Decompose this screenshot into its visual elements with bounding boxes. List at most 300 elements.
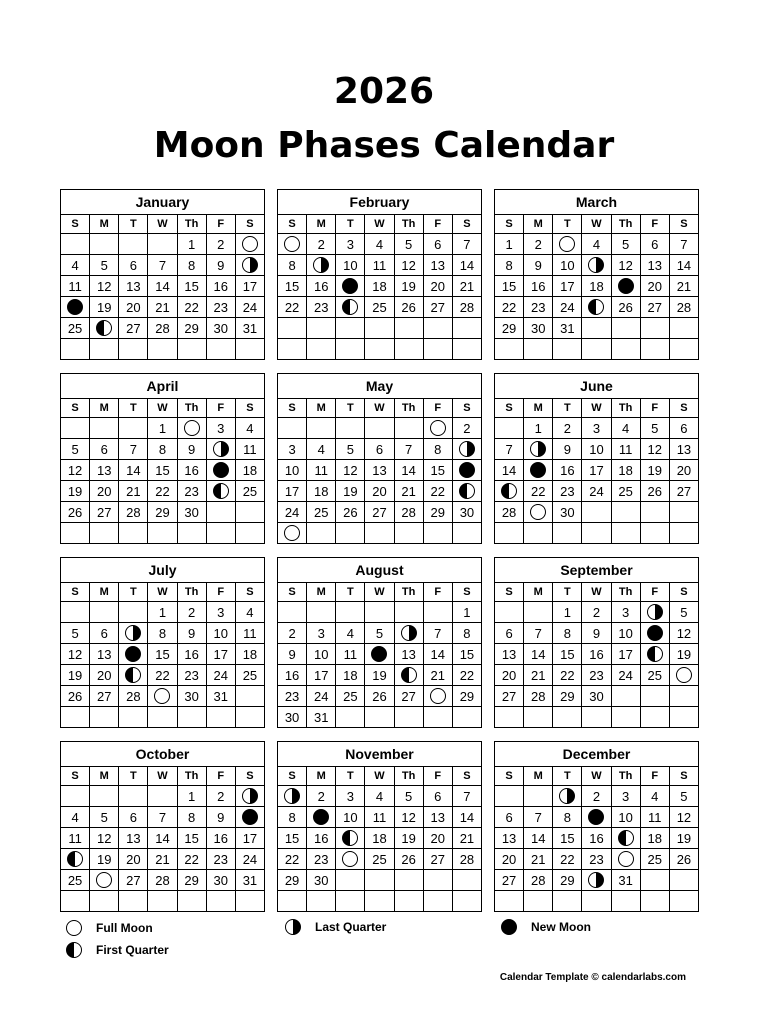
day-number: 3 (288, 441, 296, 457)
empty-cell (582, 891, 611, 912)
month-table (60, 741, 265, 912)
day-cell-phase (553, 234, 582, 255)
weekday-header: S (495, 399, 524, 418)
first-quarter-icon (125, 667, 141, 683)
day-number: 2 (592, 604, 601, 620)
month-name: October (61, 742, 265, 767)
weekday-header: F (423, 399, 452, 418)
day-number: 6 (651, 236, 659, 252)
day-number: 23 (313, 299, 329, 315)
empty-cell (423, 602, 452, 623)
weekday-header: T (119, 215, 148, 234)
empty-cell (307, 891, 336, 912)
empty-cell (669, 870, 698, 891)
day-cell-phase (119, 665, 148, 686)
day-number: 21 (530, 851, 546, 867)
day-cell (61, 439, 90, 460)
weekday-header: W (365, 583, 394, 602)
day-number: 23 (284, 688, 300, 704)
day-cell (119, 686, 148, 707)
weekday-header: S (61, 767, 90, 786)
first-quarter-icon (618, 830, 634, 846)
day-cell (611, 623, 640, 644)
day-cell (61, 460, 90, 481)
empty-cell (669, 318, 698, 339)
week-row (278, 523, 482, 544)
day-number: 30 (184, 504, 199, 520)
day-cell (553, 418, 582, 439)
day-number: 15 (155, 646, 170, 662)
day-cell (365, 439, 394, 460)
day-number: 22 (284, 299, 300, 315)
day-cell-phase (61, 297, 90, 318)
day-cell (640, 460, 669, 481)
empty-cell (582, 523, 611, 544)
day-number: 13 (96, 646, 112, 662)
day-cell (90, 460, 119, 481)
day-cell (119, 828, 148, 849)
weekday-header: Th (177, 399, 206, 418)
day-cell (90, 623, 119, 644)
day-cell (90, 439, 119, 460)
weekday-header: M (524, 215, 553, 234)
day-cell (669, 481, 698, 502)
day-number: 18 (242, 646, 258, 662)
day-cell (423, 234, 452, 255)
day-cell (278, 255, 307, 276)
empty-cell (90, 602, 119, 623)
new-moon-icon (501, 919, 517, 935)
week-row (61, 707, 265, 728)
day-cell (307, 686, 336, 707)
day-cell (553, 502, 582, 523)
day-number: 31 (242, 872, 258, 888)
legend-label: New Moon (531, 920, 591, 934)
day-cell (148, 460, 177, 481)
weekday-header: W (365, 215, 394, 234)
empty-cell (336, 318, 365, 339)
day-number: 20 (647, 278, 662, 294)
day-cell (669, 828, 698, 849)
day-number: 9 (534, 257, 542, 273)
day-cell (423, 786, 452, 807)
week-row (495, 807, 699, 828)
month-table (277, 557, 482, 728)
empty-cell (452, 523, 481, 544)
day-cell (177, 602, 206, 623)
day-number: 11 (618, 441, 633, 457)
full-moon-icon (559, 236, 575, 252)
day-cell (553, 318, 582, 339)
day-number: 18 (343, 667, 358, 683)
day-number: 17 (213, 646, 228, 662)
day-number: 1 (463, 604, 471, 620)
day-number: 5 (375, 625, 384, 641)
weekday-header: F (206, 583, 235, 602)
week-row (495, 418, 699, 439)
new-moon-icon (647, 625, 663, 641)
day-cell-phase (336, 297, 365, 318)
full-moon-icon (66, 920, 82, 936)
day-cell (495, 234, 524, 255)
empty-cell (365, 523, 394, 544)
day-cell (423, 439, 452, 460)
last-quarter-icon (213, 441, 229, 457)
day-number: 24 (284, 504, 300, 520)
empty-cell (148, 707, 177, 728)
day-number: 25 (242, 667, 258, 683)
day-cell (423, 807, 452, 828)
empty-cell (365, 602, 394, 623)
weekday-header: W (365, 399, 394, 418)
day-cell (423, 644, 452, 665)
empty-cell (61, 786, 90, 807)
day-number: 18 (618, 462, 633, 478)
day-cell (206, 297, 235, 318)
day-cell (61, 807, 90, 828)
empty-cell (119, 707, 148, 728)
day-cell-phase (669, 665, 698, 686)
day-cell (235, 623, 264, 644)
day-number: 31 (618, 872, 633, 888)
day-number: 19 (372, 667, 387, 683)
weekday-header: T (336, 215, 365, 234)
weekday-header: F (423, 215, 452, 234)
day-number: 2 (317, 788, 325, 804)
month-february (277, 189, 482, 360)
day-cell-phase (582, 255, 611, 276)
month-january (60, 189, 265, 360)
weekday-header: M (524, 399, 553, 418)
weekday-header: S (278, 399, 307, 418)
day-cell (278, 849, 307, 870)
day-cell (582, 623, 611, 644)
day-number: 25 (647, 667, 662, 683)
day-cell (394, 439, 423, 460)
empty-cell (423, 891, 452, 912)
day-number: 29 (501, 320, 517, 336)
day-number: 6 (434, 788, 442, 804)
month-table (277, 189, 482, 360)
new-moon-icon (530, 462, 546, 478)
empty-cell (553, 891, 582, 912)
day-cell (582, 234, 611, 255)
new-moon-icon (588, 809, 604, 825)
empty-cell (307, 339, 336, 360)
day-number: 23 (213, 299, 228, 315)
day-cell (90, 828, 119, 849)
day-cell (119, 849, 148, 870)
legend-first-quarter (66, 942, 169, 958)
day-cell (452, 807, 481, 828)
day-cell (336, 644, 365, 665)
empty-cell (278, 418, 307, 439)
day-cell (206, 849, 235, 870)
day-cell (524, 623, 553, 644)
day-number: 11 (648, 809, 662, 825)
empty-cell (336, 523, 365, 544)
first-quarter-icon (213, 483, 229, 499)
day-number: 6 (680, 420, 688, 436)
day-cell (365, 255, 394, 276)
day-number: 8 (463, 625, 471, 641)
week-row (495, 460, 699, 481)
empty-cell (669, 502, 698, 523)
day-cell (495, 665, 524, 686)
empty-cell (278, 339, 307, 360)
day-number: 28 (676, 299, 692, 315)
day-cell (394, 786, 423, 807)
day-number: 5 (651, 420, 659, 436)
day-number: 5 (405, 236, 413, 252)
day-number: 15 (459, 646, 475, 662)
day-cell-phase (452, 439, 481, 460)
weekday-header: M (307, 215, 336, 234)
day-number: 26 (676, 851, 692, 867)
day-cell (148, 418, 177, 439)
last-quarter-icon (125, 625, 141, 641)
empty-cell (119, 602, 148, 623)
day-cell (235, 276, 264, 297)
empty-cell (365, 418, 394, 439)
week-row (495, 623, 699, 644)
weekday-header: Th (611, 399, 640, 418)
day-number: 23 (213, 851, 228, 867)
month-october (60, 741, 265, 912)
day-number: 27 (96, 688, 112, 704)
day-cell-phase (524, 460, 553, 481)
day-cell (394, 502, 423, 523)
empty-cell (394, 707, 423, 728)
day-number: 16 (560, 462, 575, 478)
day-cell (278, 686, 307, 707)
week-row (278, 870, 482, 891)
weekday-header: T (336, 583, 365, 602)
week-row (495, 481, 699, 502)
day-cell (148, 807, 177, 828)
legend-last-quarter (285, 919, 386, 935)
weekday-header: S (495, 767, 524, 786)
day-cell-phase (206, 439, 235, 460)
weekday-header: S (669, 583, 698, 602)
first-quarter-icon (459, 483, 475, 499)
day-cell (307, 665, 336, 686)
day-cell (553, 849, 582, 870)
empty-cell (423, 523, 452, 544)
day-cell (365, 502, 394, 523)
day-cell-phase (394, 623, 423, 644)
day-number: 13 (96, 462, 112, 478)
day-number: 27 (401, 688, 416, 704)
weekday-header: S (235, 767, 264, 786)
weekday-header: M (307, 583, 336, 602)
week-row (495, 255, 699, 276)
day-number: 4 (346, 625, 354, 641)
day-number: 18 (372, 830, 387, 846)
day-cell-phase (423, 418, 452, 439)
day-cell (394, 481, 423, 502)
day-number: 28 (530, 872, 546, 888)
empty-cell (90, 707, 119, 728)
day-cell (177, 644, 206, 665)
weekday-header: M (90, 215, 119, 234)
day-number: 21 (401, 483, 416, 499)
day-number: 21 (459, 830, 475, 846)
day-number: 10 (313, 646, 329, 662)
day-number: 23 (184, 483, 199, 499)
week-row (495, 297, 699, 318)
day-cell-phase (365, 644, 394, 665)
weekday-header: T (119, 583, 148, 602)
day-number: 14 (530, 646, 546, 662)
day-number: 12 (96, 278, 112, 294)
new-moon-icon (67, 299, 83, 315)
day-number: 22 (430, 483, 445, 499)
day-cell-phase (119, 623, 148, 644)
day-cell (669, 623, 698, 644)
day-number: 28 (155, 320, 170, 336)
day-number: 27 (501, 872, 517, 888)
week-row (495, 870, 699, 891)
empty-cell (61, 234, 90, 255)
day-cell-phase (177, 418, 206, 439)
day-cell-phase (423, 686, 452, 707)
week-row (278, 460, 482, 481)
day-cell (206, 418, 235, 439)
empty-cell (235, 339, 264, 360)
day-cell-phase (336, 828, 365, 849)
day-cell (582, 276, 611, 297)
day-cell (669, 602, 698, 623)
day-cell (582, 460, 611, 481)
empty-cell (206, 339, 235, 360)
day-number: 29 (184, 872, 199, 888)
day-number: 23 (313, 851, 329, 867)
day-cell (119, 318, 148, 339)
empty-cell (524, 786, 553, 807)
day-number: 2 (217, 788, 225, 804)
day-cell (206, 807, 235, 828)
weekday-header: Th (611, 583, 640, 602)
day-cell (524, 276, 553, 297)
day-number: 21 (155, 299, 170, 315)
day-number: 23 (184, 667, 199, 683)
day-cell (278, 439, 307, 460)
day-cell (394, 460, 423, 481)
empty-cell (611, 707, 640, 728)
day-number: 25 (313, 504, 329, 520)
last-quarter-icon (588, 872, 604, 888)
day-number: 19 (96, 851, 112, 867)
month-name: April (61, 374, 265, 399)
day-number: 10 (343, 257, 358, 273)
new-moon-icon (213, 462, 229, 478)
day-number: 10 (560, 257, 575, 273)
week-row (278, 686, 482, 707)
empty-cell (119, 891, 148, 912)
day-cell (61, 665, 90, 686)
day-cell (61, 828, 90, 849)
week-row (278, 234, 482, 255)
page-title-year: 2026 (333, 71, 435, 112)
day-number: 20 (96, 483, 112, 499)
empty-cell (524, 339, 553, 360)
weekday-header: W (148, 767, 177, 786)
day-cell (235, 870, 264, 891)
week-row (495, 665, 699, 686)
day-cell (452, 644, 481, 665)
empty-cell (307, 602, 336, 623)
day-number: 22 (530, 483, 546, 499)
weekday-header: S (235, 399, 264, 418)
month-table (494, 373, 699, 544)
day-number: 20 (501, 851, 517, 867)
day-cell (278, 481, 307, 502)
month-table (277, 741, 482, 912)
empty-cell (452, 870, 481, 891)
day-cell-phase (640, 644, 669, 665)
week-row (61, 828, 265, 849)
day-number: 14 (430, 646, 445, 662)
day-cell (611, 255, 640, 276)
day-number: 17 (589, 462, 604, 478)
day-cell (90, 481, 119, 502)
week-row (61, 602, 265, 623)
day-cell (495, 686, 524, 707)
week-row (61, 523, 265, 544)
day-number: 8 (288, 809, 296, 825)
day-number: 1 (188, 236, 196, 252)
day-number: 16 (284, 667, 300, 683)
day-number: 5 (71, 441, 79, 457)
day-cell (611, 644, 640, 665)
day-cell (235, 297, 264, 318)
day-number: 29 (155, 504, 170, 520)
day-cell (177, 686, 206, 707)
full-moon-icon (530, 504, 546, 520)
day-number: 16 (213, 278, 228, 294)
month-july (60, 557, 265, 728)
empty-cell (61, 339, 90, 360)
day-number: 19 (67, 483, 83, 499)
day-number: 7 (158, 809, 167, 825)
day-number: 8 (188, 809, 196, 825)
week-row (278, 786, 482, 807)
full-moon-icon (184, 420, 200, 436)
day-number: 5 (100, 809, 108, 825)
day-cell (336, 460, 365, 481)
empty-cell (394, 870, 423, 891)
full-moon-icon (284, 236, 300, 252)
day-number: 19 (96, 299, 112, 315)
day-number: 20 (676, 462, 692, 478)
full-moon-icon (96, 872, 112, 888)
day-cell-phase (206, 460, 235, 481)
weekday-header: Th (177, 767, 206, 786)
day-number: 19 (676, 646, 692, 662)
day-cell (177, 849, 206, 870)
weekday-header: W (582, 767, 611, 786)
day-cell (206, 686, 235, 707)
last-quarter-icon (459, 441, 475, 457)
day-cell (177, 318, 206, 339)
day-number: 12 (401, 809, 416, 825)
weekday-header: S (61, 215, 90, 234)
new-moon-icon (459, 462, 475, 478)
week-row (61, 339, 265, 360)
day-cell (524, 418, 553, 439)
day-number: 20 (430, 830, 445, 846)
